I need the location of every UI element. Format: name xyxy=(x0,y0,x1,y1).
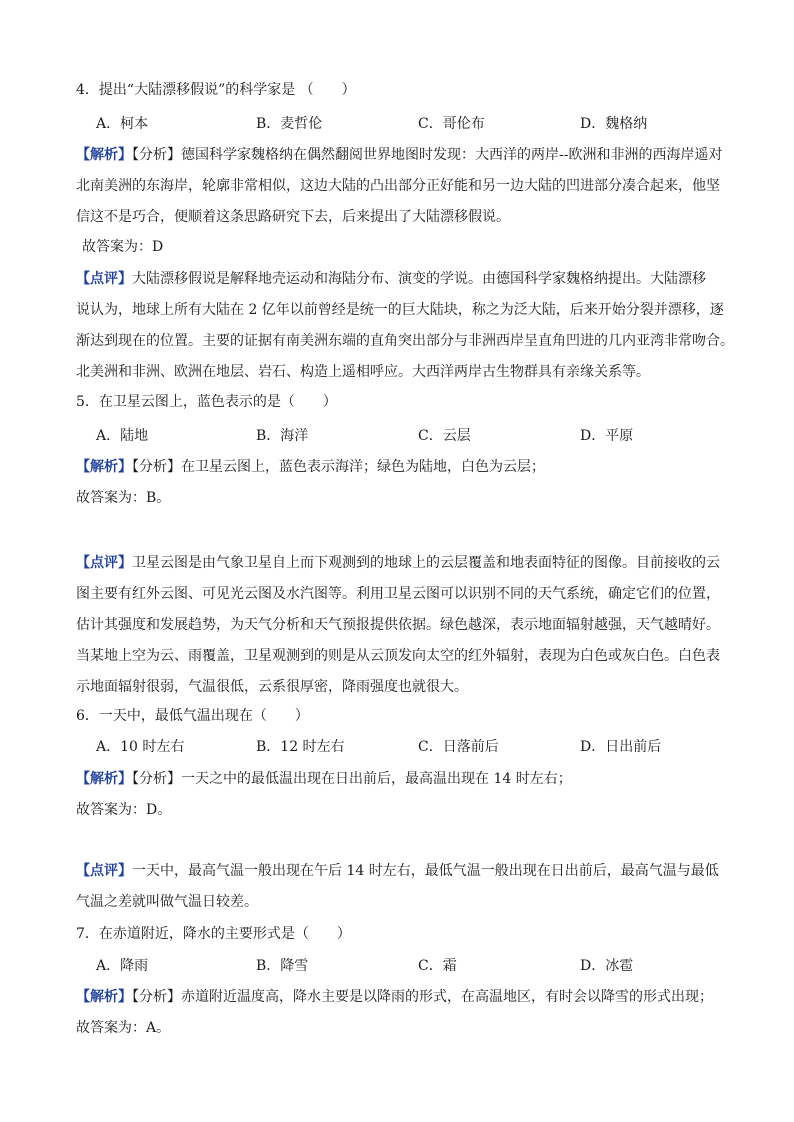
q6-analysis xyxy=(76,764,766,826)
q5-option-b: B．海洋 xyxy=(256,428,309,444)
comment-text: 气温之差就叫做气温日较差。 xyxy=(76,894,258,910)
question-6-title: 6．一天中，最低气温出现在（ ） xyxy=(76,708,309,724)
analysis-tag: 【解析】 xyxy=(76,989,132,1005)
q5-option-a: A．陆地 xyxy=(96,428,149,444)
analysis-tag: 【解析】 xyxy=(76,771,132,787)
q4-option-c: C．哥伦布 xyxy=(418,116,485,132)
analysis-sub-tag: 【分析】 xyxy=(132,459,181,475)
q6-comment xyxy=(76,856,766,918)
comment-tag: 【点评】 xyxy=(76,863,132,879)
analysis-sub-tag: 【分析】 xyxy=(132,147,181,163)
comment-text: 当某地上空为云、雨覆盖，卫星观测到的则是从云顶发向太空的红外辐射，表现为白色或灰白色。白色表 xyxy=(76,648,720,664)
q4-comment xyxy=(76,264,766,388)
comment-text: 北美洲和非洲、欧洲在地层、岩石、构造上遥相呼应。大西洋两岸古生物群具有亲缘关系等。 xyxy=(76,364,650,380)
analysis-sub-tag: 【分析】 xyxy=(132,771,181,787)
q7-option-c: C．霜 xyxy=(418,958,457,974)
comment-text: 估计其强度和发展趋势，为天气分析和天气预报提供依据。绿色越深，表示地面辐射越强，天气越晴好。 xyxy=(76,617,720,633)
q4-option-d: D．魏格纳 xyxy=(580,116,648,132)
q5-comment xyxy=(76,548,766,703)
q7-option-d: D．冰雹 xyxy=(580,958,634,974)
question-4-title: 4．提出“大陆漂移假说”的科学家是 （ ） xyxy=(76,82,356,98)
comment-text: 说认为，地球上所有大陆在 2 亿年以前曾经是统一的巨大陆块，称之为泛大陆，后来开始分裂并漂移，逐 xyxy=(76,302,724,318)
comment-text: 图主要有红外云图、可见光云图及水汽图等。利用卫星云图可以识别不同的天气系统，确定它们的位置， xyxy=(76,586,720,602)
comment-text: 一天中，最高气温一般出现在午后 14 时左右，最低气温一般出现在日出前后，最高气温与最低 xyxy=(132,863,719,879)
q7-answer: 故答案为：A。 xyxy=(76,1020,171,1036)
q6-option-d: D．日出前后 xyxy=(580,739,662,755)
q5-answer: 故答案为：B。 xyxy=(76,490,171,506)
comment-tag: 【点评】 xyxy=(76,271,132,287)
analysis-text: 赤道附近温度高，降水主要是以降雨的形式，在高温地区，有时会以降雪的形式出现； xyxy=(181,989,713,1005)
comment-text: 大陆漂移假说是解释地壳运动和海陆分布、演变的学说。由德国科学家魏格纳提出。大陆漂移 xyxy=(132,271,706,287)
q5-option-d: D．平原 xyxy=(580,428,634,444)
analysis-tag: 【解析】 xyxy=(76,459,132,475)
q4-answer: 故答案为：D xyxy=(82,239,164,255)
analysis-text: 信这不是巧合，便顺着这条思路研究下去，后来提出了大陆漂移假说。 xyxy=(76,209,510,225)
q5-analysis xyxy=(76,452,766,514)
question-5-title: 5．在卫星云图上，蓝色表示的是（ ） xyxy=(76,394,337,410)
comment-text: 卫星云图是由气象卫星自上而下观测到的地球上的云层覆盖和地表面特征的图像。目前接收的云 xyxy=(132,555,720,571)
q4-option-a: A．柯本 xyxy=(96,116,149,132)
question-7-title: 7．在赤道附近，降水的主要形式是（ ） xyxy=(76,926,351,942)
q7-analysis xyxy=(76,982,766,1044)
analysis-text: 北南美洲的东海岸，轮廓非常相似，这边大陆的凸出部分正好能和另一边大陆的凹进部分凑合起来，他坚 xyxy=(76,178,720,194)
comment-text: 示地面辐射很弱，气温很低，云系很厚密，降雨强度也就很大。 xyxy=(76,679,468,695)
analysis-text: 在卫星云图上，蓝色表示海洋；绿色为陆地，白色为云层； xyxy=(181,459,545,475)
q6-answer: 故答案为：D。 xyxy=(76,802,172,818)
q4-option-b: B．麦哲伦 xyxy=(256,116,323,132)
comment-tag: 【点评】 xyxy=(76,555,132,571)
comment-text: 渐达到现在的位置。主要的证据有南美洲东端的直角突出部分与非洲西岸呈直角凹进的几内亚湾非常吻合。 xyxy=(76,333,734,349)
q6-option-b: B．12 时左右 xyxy=(256,739,345,755)
q7-option-a: A．降雨 xyxy=(96,958,149,974)
q6-option-c: C．日落前后 xyxy=(418,739,499,755)
analysis-sub-tag: 【分析】 xyxy=(132,989,181,1005)
q4-analysis xyxy=(76,140,766,233)
analysis-text: 一天之中的最低温出现在日出前后，最高温出现在 14 时左右； xyxy=(181,771,572,787)
q7-option-b: B．降雪 xyxy=(256,958,309,974)
analysis-tag: 【解析】 xyxy=(76,147,132,163)
analysis-text: 德国科学家魏格纳在偶然翻阅世界地图时发现：大西洋的两岸--欧洲和非洲的西海岸遥对 xyxy=(181,147,723,163)
q5-option-c: C．云层 xyxy=(418,428,471,444)
q6-option-a: A．10 时左右 xyxy=(96,739,185,755)
